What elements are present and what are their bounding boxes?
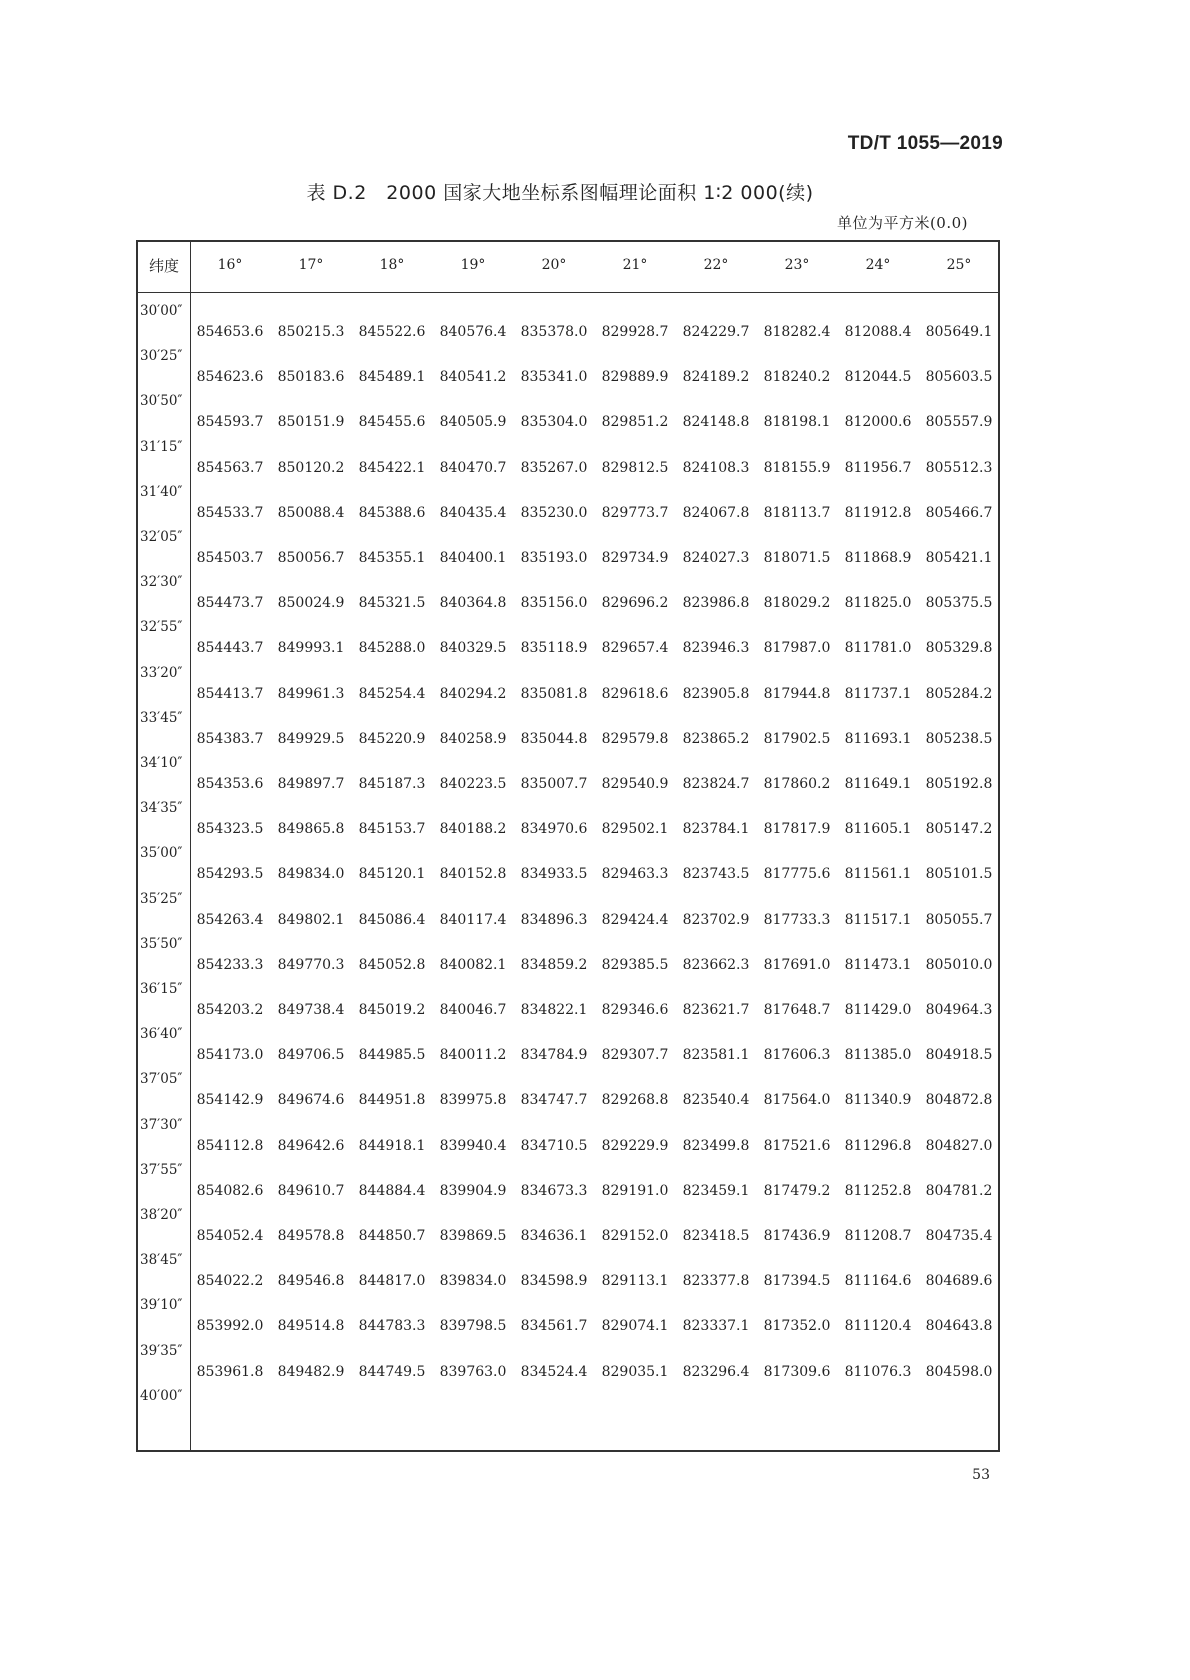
column-header: 17° xyxy=(298,257,324,273)
table-cell: 854173.0 xyxy=(196,1047,264,1064)
table-cell: 854563.7 xyxy=(196,459,264,476)
table-cell: 817902.5 xyxy=(763,730,831,747)
table-cell: 835304.0 xyxy=(520,414,588,431)
table-cell: 834524.4 xyxy=(520,1363,588,1380)
table-cell: 805557.9 xyxy=(925,414,993,431)
column-header: 18° xyxy=(379,257,405,273)
table-cell: 840082.1 xyxy=(439,956,507,973)
table-cell: 817606.3 xyxy=(763,1047,831,1064)
table-cell: 829928.7 xyxy=(601,324,669,340)
latitude-label: 34′10″ xyxy=(140,755,183,771)
table-cell: 840188.2 xyxy=(439,821,507,838)
table-cell: 845187.3 xyxy=(358,776,426,792)
latitude-label: 30′50″ xyxy=(140,393,183,410)
latitude-label: 32′30″ xyxy=(140,574,183,591)
table-cell: 805055.7 xyxy=(925,911,993,928)
table-cell: 853992.0 xyxy=(196,1318,264,1335)
table-cell: 854473.7 xyxy=(196,595,264,612)
table-cell: 817817.9 xyxy=(763,821,831,838)
table-cell: 850151.9 xyxy=(277,414,345,431)
table-cell: 823662.3 xyxy=(682,956,750,973)
latitude-label: 30′25″ xyxy=(140,348,183,365)
table-cell: 834859.2 xyxy=(520,956,588,973)
table-cell: 805603.5 xyxy=(925,369,993,386)
table-cell: 817944.8 xyxy=(763,685,831,702)
table-cell: 823946.3 xyxy=(682,640,750,657)
table-cell: 817309.6 xyxy=(763,1363,831,1380)
table-cell: 812088.4 xyxy=(844,324,912,340)
latitude-label: 40′00″ xyxy=(140,1387,183,1404)
table-cell: 834598.9 xyxy=(520,1273,588,1290)
table-cell: 854022.2 xyxy=(196,1273,264,1290)
table-cell: 845220.9 xyxy=(358,730,426,747)
table-cell: 845052.8 xyxy=(358,956,426,973)
table-cell: 845086.4 xyxy=(358,911,426,928)
table-cell: 849865.8 xyxy=(277,821,345,838)
table-cell: 839975.8 xyxy=(439,1092,507,1109)
table-cell: 824027.3 xyxy=(682,550,750,566)
table-cell: 835007.7 xyxy=(520,776,588,792)
table-cell: 823621.7 xyxy=(682,1002,750,1018)
page-number: 53 xyxy=(972,1467,990,1483)
table-cell: 829851.2 xyxy=(601,414,669,431)
table-cell: 835267.0 xyxy=(520,459,588,476)
table-cell: 835378.0 xyxy=(520,324,588,340)
column-header: 20° xyxy=(541,257,567,273)
table-cell: 824189.2 xyxy=(682,369,750,386)
table-cell: 854593.7 xyxy=(196,414,264,431)
table-cell: 817436.9 xyxy=(763,1228,831,1244)
table-cell: 811912.8 xyxy=(844,504,912,521)
table-cell: 844783.3 xyxy=(358,1318,426,1335)
latitude-label: 39′35″ xyxy=(140,1342,183,1359)
table-cell: 829773.7 xyxy=(601,504,669,521)
table-cell: 823377.8 xyxy=(682,1273,750,1290)
table-cell: 811340.9 xyxy=(844,1092,912,1109)
table-cell: 854112.8 xyxy=(196,1137,264,1154)
table-cell: 829346.6 xyxy=(601,1002,669,1018)
table-cell: 845355.1 xyxy=(358,550,426,566)
table-cell: 817352.0 xyxy=(763,1318,831,1335)
table-cell: 849610.7 xyxy=(277,1182,345,1199)
table-cell: 854383.7 xyxy=(196,730,264,747)
table-cell: 805375.5 xyxy=(925,595,993,612)
latitude-label: 33′45″ xyxy=(140,709,183,726)
table-cell: 850215.3 xyxy=(277,324,345,340)
table-cell: 850088.4 xyxy=(277,504,345,521)
table-cell: 849546.8 xyxy=(277,1273,345,1290)
table-cell: 804643.8 xyxy=(925,1318,993,1335)
table-cell: 818113.7 xyxy=(763,504,831,521)
table-cell: 849929.5 xyxy=(277,730,345,747)
table-cell: 811649.1 xyxy=(844,776,912,792)
table-cell: 845388.6 xyxy=(358,504,426,521)
latitude-label: 38′20″ xyxy=(140,1207,183,1223)
column-header: 21° xyxy=(622,257,648,273)
table-cell: 854623.6 xyxy=(196,369,264,386)
table-cell: 854353.6 xyxy=(196,776,264,792)
table-cell: 805329.8 xyxy=(925,640,993,657)
table-cell: 840046.7 xyxy=(439,1002,507,1018)
column-header: 19° xyxy=(460,257,486,273)
table-cell: 804872.8 xyxy=(925,1092,993,1109)
table-cell: 840011.2 xyxy=(439,1047,507,1064)
table-cell: 818029.2 xyxy=(763,595,831,612)
table-cell: 805010.0 xyxy=(925,956,993,973)
table-cell: 829618.6 xyxy=(601,685,669,702)
latitude-label: 30′00″ xyxy=(140,303,183,319)
table-cell: 804827.0 xyxy=(925,1137,993,1154)
table-cell: 805101.5 xyxy=(925,866,993,883)
table-cell: 823459.1 xyxy=(682,1182,750,1199)
table-cell: 845489.1 xyxy=(358,369,426,386)
table-cell: 811076.3 xyxy=(844,1363,912,1380)
table-cell: 812000.6 xyxy=(844,414,912,431)
table-cell: 805421.1 xyxy=(925,550,993,566)
table-cell: 834673.3 xyxy=(520,1182,588,1199)
table-cell: 829268.8 xyxy=(601,1092,669,1109)
table-cell: 834561.7 xyxy=(520,1318,588,1335)
latitude-label: 35′25″ xyxy=(140,890,183,907)
standard-code: TD/T 1055—2019 xyxy=(847,133,1003,154)
latitude-label: 36′40″ xyxy=(140,1026,183,1043)
table-cell: 834784.9 xyxy=(520,1047,588,1064)
table-cell: 840258.9 xyxy=(439,730,507,747)
table-cell: 844918.1 xyxy=(358,1137,426,1154)
table-cell: 835118.9 xyxy=(520,640,588,657)
table-cell: 804964.3 xyxy=(925,1002,993,1018)
table-cell: 824067.8 xyxy=(682,504,750,521)
table-cell: 811208.7 xyxy=(844,1228,912,1244)
table-cell: 834970.6 xyxy=(520,821,588,838)
table-cell: 805466.7 xyxy=(925,504,993,521)
table-cell: 811868.9 xyxy=(844,550,912,566)
table-cell: 854052.4 xyxy=(196,1228,264,1244)
table-cell: 835341.0 xyxy=(520,369,588,386)
table-cell: 805192.8 xyxy=(925,776,993,792)
column-header: 22° xyxy=(703,257,729,273)
latitude-label: 36′15″ xyxy=(140,981,183,997)
table-cell: 811120.4 xyxy=(844,1318,912,1335)
table-cell: 829152.0 xyxy=(601,1228,669,1244)
table-cell: 811605.1 xyxy=(844,821,912,838)
table-cell: 829540.9 xyxy=(601,776,669,792)
table-cell: 849514.8 xyxy=(277,1318,345,1335)
table-cell: 844985.5 xyxy=(358,1047,426,1064)
table-cell: 834933.5 xyxy=(520,866,588,883)
table-cell: 850056.7 xyxy=(277,550,345,566)
table-cell: 849834.0 xyxy=(277,866,345,883)
table-cell: 829307.7 xyxy=(601,1047,669,1064)
table-cell: 818071.5 xyxy=(763,550,831,566)
table-cell: 853961.8 xyxy=(196,1363,264,1380)
table-cell: 849993.1 xyxy=(277,640,345,657)
latitude-header: 纬度 xyxy=(148,257,179,275)
table-cell: 835230.0 xyxy=(520,504,588,521)
table-cell: 811561.1 xyxy=(844,866,912,883)
table-cell: 811737.1 xyxy=(844,685,912,702)
table-cell: 844884.4 xyxy=(358,1182,426,1199)
table-cell: 849802.1 xyxy=(277,911,345,928)
table-cell: 811693.1 xyxy=(844,730,912,747)
table-cell: 804735.4 xyxy=(925,1228,993,1244)
table-cell: 854203.2 xyxy=(196,1002,264,1018)
table-cell: 804689.6 xyxy=(925,1273,993,1290)
table-cell: 839834.0 xyxy=(439,1273,507,1290)
table-cell: 849961.3 xyxy=(277,685,345,702)
table-cell: 839763.0 xyxy=(439,1363,507,1380)
table-cell: 829074.1 xyxy=(601,1318,669,1335)
table-cell: 840435.4 xyxy=(439,504,507,521)
table-cell: 845455.6 xyxy=(358,414,426,431)
table-cell: 823905.8 xyxy=(682,685,750,702)
table-cell: 845422.1 xyxy=(358,459,426,476)
table-cell: 845254.4 xyxy=(358,685,426,702)
table-cell: 817479.2 xyxy=(763,1182,831,1199)
table-cell: 804598.0 xyxy=(925,1363,993,1380)
column-header: 16° xyxy=(217,257,243,273)
table-cell: 849642.6 xyxy=(277,1137,345,1154)
table-cell: 834822.1 xyxy=(520,1002,588,1018)
table-cell: 839940.4 xyxy=(439,1137,507,1154)
table-cell: 854082.6 xyxy=(196,1182,264,1199)
latitude-label: 35′50″ xyxy=(140,935,183,952)
table-cell: 829579.8 xyxy=(601,730,669,747)
table-cell: 835156.0 xyxy=(520,595,588,612)
table-cell: 850024.9 xyxy=(277,595,345,612)
table-cell: 845153.7 xyxy=(358,821,426,838)
table-cell: 835193.0 xyxy=(520,550,588,566)
table-cell: 849897.7 xyxy=(277,776,345,792)
table-cell: 823824.7 xyxy=(682,776,750,792)
latitude-label: 32′55″ xyxy=(140,619,183,636)
table-cell: 811429.0 xyxy=(844,1002,912,1018)
table-cell: 840541.2 xyxy=(439,369,507,386)
table-cell: 818155.9 xyxy=(763,459,831,476)
table-cell: 829696.2 xyxy=(601,595,669,612)
table-cell: 840400.1 xyxy=(439,550,507,566)
table-cell: 804918.5 xyxy=(925,1047,993,1064)
table-cell: 854653.6 xyxy=(196,324,264,340)
table-cell: 811473.1 xyxy=(844,956,912,973)
latitude-label: 31′40″ xyxy=(140,483,183,500)
table-cell: 829734.9 xyxy=(601,550,669,566)
latitude-label: 37′30″ xyxy=(140,1116,183,1133)
table-cell: 817987.0 xyxy=(763,640,831,657)
latitude-label: 37′55″ xyxy=(140,1161,183,1178)
table-cell: 811296.8 xyxy=(844,1137,912,1154)
table-cell: 829385.5 xyxy=(601,956,669,973)
table-cell: 829424.4 xyxy=(601,911,669,928)
table-cell: 805649.1 xyxy=(925,324,993,340)
table-cell: 817521.6 xyxy=(763,1137,831,1154)
table-cell: 829229.9 xyxy=(601,1137,669,1154)
table-cell: 829035.1 xyxy=(601,1363,669,1380)
table-cell: 844951.8 xyxy=(358,1092,426,1109)
column-header: 24° xyxy=(865,257,891,273)
area-table xyxy=(136,240,1000,1452)
table-cell: 844749.5 xyxy=(358,1363,426,1380)
table-cell: 850120.2 xyxy=(277,459,345,476)
table-cell: 829113.1 xyxy=(601,1273,669,1290)
table-cell: 854503.7 xyxy=(196,550,264,566)
table-cell: 835044.8 xyxy=(520,730,588,747)
table-title: 表 D.2 2000 国家大地坐标系图幅理论面积 1∶2 000(续) xyxy=(306,182,814,204)
table-cell: 805147.2 xyxy=(925,821,993,838)
table-cell: 854533.7 xyxy=(196,504,264,521)
table-cell: 829191.0 xyxy=(601,1182,669,1199)
table-cell: 849706.5 xyxy=(277,1047,345,1064)
table-cell: 840505.9 xyxy=(439,414,507,431)
table-cell: 849578.8 xyxy=(277,1228,345,1244)
table-cell: 829463.3 xyxy=(601,866,669,883)
latitude-label: 37′05″ xyxy=(140,1071,183,1088)
latitude-label: 34′35″ xyxy=(140,800,183,817)
table-cell: 805238.5 xyxy=(925,730,993,747)
table-cell: 823702.9 xyxy=(682,911,750,928)
table-cell: 844850.7 xyxy=(358,1228,426,1244)
table-cell: 840576.4 xyxy=(439,324,507,340)
table-cell: 823296.4 xyxy=(682,1363,750,1380)
table-cell: 811781.0 xyxy=(844,640,912,657)
table-cell: 834896.3 xyxy=(520,911,588,928)
table-cell: 845321.5 xyxy=(358,595,426,612)
table-cell: 824229.7 xyxy=(682,324,750,340)
table-cell: 817860.2 xyxy=(763,776,831,792)
table-cell: 818240.2 xyxy=(763,369,831,386)
table-cell: 840470.7 xyxy=(439,459,507,476)
table-cell: 840117.4 xyxy=(439,911,507,928)
table-cell: 805284.2 xyxy=(925,685,993,702)
header-divider xyxy=(138,292,998,293)
latitude-label: 32′05″ xyxy=(140,529,183,545)
latitude-label: 38′45″ xyxy=(140,1252,183,1269)
table-cell: 840329.5 xyxy=(439,640,507,657)
table-cell: 844817.0 xyxy=(358,1273,426,1290)
table-cell: 839904.9 xyxy=(439,1182,507,1199)
table-cell: 823986.8 xyxy=(682,595,750,612)
table-cell: 850183.6 xyxy=(277,369,345,386)
table-cell: 823540.4 xyxy=(682,1092,750,1109)
table-cell: 817648.7 xyxy=(763,1002,831,1018)
table-cell: 834636.1 xyxy=(520,1228,588,1244)
table-cell: 845120.1 xyxy=(358,866,426,883)
table-cell: 839869.5 xyxy=(439,1228,507,1244)
table-cell: 854142.9 xyxy=(196,1092,264,1109)
table-cell: 840223.5 xyxy=(439,776,507,792)
table-cell: 829502.1 xyxy=(601,821,669,838)
table-cell: 829657.4 xyxy=(601,640,669,657)
table-cell: 840364.8 xyxy=(439,595,507,612)
table-cell: 854413.7 xyxy=(196,685,264,702)
table-cell: 835081.8 xyxy=(520,685,588,702)
table-cell: 854443.7 xyxy=(196,640,264,657)
table-cell: 829889.9 xyxy=(601,369,669,386)
table-cell: 849482.9 xyxy=(277,1363,345,1380)
table-cell: 823418.5 xyxy=(682,1228,750,1244)
table-cell: 823865.2 xyxy=(682,730,750,747)
table-cell: 849738.4 xyxy=(277,1002,345,1018)
latitude-label: 33′20″ xyxy=(140,664,183,681)
latitude-label: 39′10″ xyxy=(140,1297,183,1314)
unit-note: 单位为平方米(0.0) xyxy=(836,214,968,232)
table-cell: 823784.1 xyxy=(682,821,750,838)
latitude-label: 31′15″ xyxy=(140,438,183,455)
table-cell: 811517.1 xyxy=(844,911,912,928)
table-cell: 811956.7 xyxy=(844,459,912,476)
table-cell: 811252.8 xyxy=(844,1182,912,1199)
table-cell: 845288.0 xyxy=(358,640,426,657)
table-cell: 824148.8 xyxy=(682,414,750,431)
table-cell: 823499.8 xyxy=(682,1137,750,1154)
table-cell: 805512.3 xyxy=(925,459,993,476)
table-cell: 854293.5 xyxy=(196,866,264,883)
table-cell: 839798.5 xyxy=(439,1318,507,1335)
table-cell: 818198.1 xyxy=(763,414,831,431)
table-cell: 823743.5 xyxy=(682,866,750,883)
column-header: 25° xyxy=(946,257,972,273)
table-cell: 824108.3 xyxy=(682,459,750,476)
table-cell: 829812.5 xyxy=(601,459,669,476)
table-cell: 811385.0 xyxy=(844,1047,912,1064)
table-cell: 834710.5 xyxy=(520,1137,588,1154)
table-cell: 811825.0 xyxy=(844,595,912,612)
table-cell: 823581.1 xyxy=(682,1047,750,1064)
table-cell: 854323.5 xyxy=(196,821,264,838)
table-cell: 845522.6 xyxy=(358,324,426,340)
table-cell: 817733.3 xyxy=(763,911,831,928)
table-cell: 818282.4 xyxy=(763,324,831,340)
table-cell: 817394.5 xyxy=(763,1273,831,1290)
table-cell: 811164.6 xyxy=(844,1273,912,1290)
table-cell: 817691.0 xyxy=(763,956,831,973)
table-cell: 849674.6 xyxy=(277,1092,345,1109)
table-cell: 823337.1 xyxy=(682,1318,750,1335)
table-cell: 817564.0 xyxy=(763,1092,831,1109)
table-cell: 840152.8 xyxy=(439,866,507,883)
table-cell: 849770.3 xyxy=(277,956,345,973)
table-cell: 854263.4 xyxy=(196,911,264,928)
latitude-label: 35′00″ xyxy=(140,845,183,862)
table-cell: 804781.2 xyxy=(925,1182,993,1199)
table-cell: 845019.2 xyxy=(358,1002,426,1018)
table-cell: 812044.5 xyxy=(844,369,912,386)
column-header: 23° xyxy=(784,257,810,273)
table-cell: 834747.7 xyxy=(520,1092,588,1109)
table-cell: 854233.3 xyxy=(196,956,264,973)
table-cell: 840294.2 xyxy=(439,685,507,702)
table-cell: 817775.6 xyxy=(763,866,831,883)
